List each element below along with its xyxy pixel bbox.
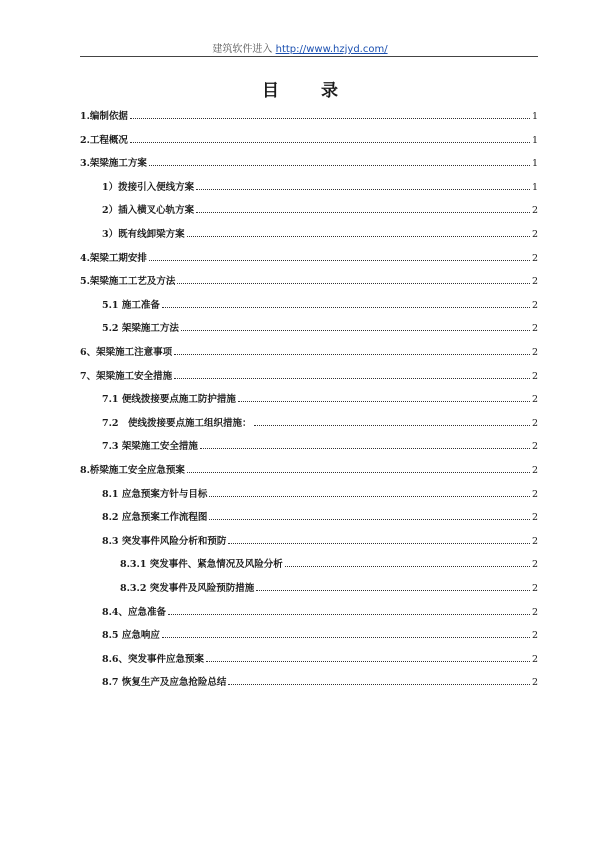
toc-entry-label: 8.桥梁施工安全应急预案: [80, 465, 185, 476]
toc-entry-label: 8.1 应急预案方针与目标: [102, 489, 208, 500]
toc-entry-label: 8.5 应急响应: [102, 630, 160, 641]
toc-entry[interactable]: [102, 316, 538, 334]
toc-entry-label: 7.2 使线拨接要点施工组织措施：: [102, 418, 252, 429]
toc-entry[interactable]: [102, 670, 538, 688]
toc-leader: [196, 212, 530, 213]
toc-entry-label: 1.编制依据: [80, 111, 128, 122]
toc-page-number: 2: [531, 677, 538, 688]
toc-entry[interactable]: [102, 647, 538, 665]
toc-page-number: 2: [531, 205, 538, 216]
toc-entry[interactable]: [80, 151, 538, 169]
toc-entry-label: 8.6、突发事件应急预案: [102, 654, 205, 665]
toc-entry[interactable]: [102, 600, 538, 618]
toc-entry-label: 2.工程概况: [80, 135, 128, 146]
toc-leader: [174, 354, 530, 355]
toc-page-number: 2: [531, 583, 538, 594]
toc-page-number: 2: [531, 276, 538, 287]
header-link[interactable]: http://www.hzjyd.com/: [275, 44, 388, 55]
toc-entry-label: 3.架梁施工方案: [80, 158, 147, 169]
toc-entry[interactable]: [102, 505, 538, 523]
toc-leader: [130, 118, 530, 119]
toc-entry[interactable]: [102, 623, 538, 641]
toc-entry-label: 8.4、应急准备: [102, 607, 167, 618]
toc-title: 目 录: [262, 81, 356, 101]
toc-entry-label: 7.1 便线拨接要点施工防护措施: [102, 394, 236, 405]
toc-leader: [200, 448, 530, 449]
toc-leader: [196, 189, 530, 190]
toc-leader: [285, 566, 530, 567]
toc-leader: [228, 684, 530, 685]
header-text: 建筑软件进入: [212, 44, 273, 55]
toc-page-number: 2: [531, 300, 538, 311]
toc-entry-label: 1）拨接引入便线方案: [102, 182, 195, 193]
toc-page-number: 2: [531, 559, 538, 570]
toc-page-number: 2: [531, 347, 538, 358]
toc-entry[interactable]: [80, 104, 538, 122]
toc-leader: [238, 401, 530, 402]
toc-leader: [254, 425, 530, 426]
toc-entry-label: 8.3.2 突发事件及风险预防措施: [120, 583, 255, 594]
toc-entry[interactable]: [102, 529, 538, 547]
toc-leader: [256, 590, 530, 591]
toc-entry-label: 2）插入横叉心轨方案: [102, 205, 195, 216]
toc-entry-label: 5.1 施工准备: [102, 300, 160, 311]
toc-page-number: 2: [531, 465, 538, 476]
toc-page-number: 1: [531, 111, 538, 122]
toc-entry-label: 7.3 架梁施工安全措施: [102, 441, 198, 452]
toc-leader: [187, 472, 530, 473]
toc-entry-label: 8.3.1 突发事件、紧急情况及风险分析: [120, 559, 283, 570]
toc-leader: [168, 614, 530, 615]
toc-entry[interactable]: [102, 434, 538, 452]
toc-leader: [130, 142, 530, 143]
toc-page-number: 2: [531, 607, 538, 618]
toc-entry-label: 8.3 突发事件风险分析和预防: [102, 536, 227, 547]
toc-leader: [228, 543, 530, 544]
toc-entry[interactable]: [102, 482, 538, 500]
toc-leader: [162, 637, 530, 638]
toc-leader: [209, 496, 530, 497]
toc-leader: [177, 283, 530, 284]
toc-entry[interactable]: [80, 246, 538, 264]
toc-page-number: 2: [531, 536, 538, 547]
toc-leader: [181, 330, 530, 331]
page-header: [0, 40, 600, 55]
toc-entry[interactable]: [102, 222, 538, 240]
toc-page-number: 2: [531, 323, 538, 334]
toc-entry[interactable]: [80, 269, 538, 287]
toc-page-number: 2: [531, 489, 538, 500]
toc-page-number: 2: [531, 512, 538, 523]
toc-entry[interactable]: [102, 387, 538, 405]
toc-entry[interactable]: [80, 458, 538, 476]
toc-entry[interactable]: [80, 340, 538, 358]
toc-leader: [206, 661, 530, 662]
toc-page-number: 1: [531, 182, 538, 193]
toc-leader: [187, 236, 530, 237]
toc-page-number: 2: [531, 371, 538, 382]
toc-leader: [149, 260, 530, 261]
toc-entry-label: 5.架梁施工工艺及方法: [80, 276, 176, 287]
toc-entry-label: 4.架梁工期安排: [80, 253, 147, 264]
toc-entry-label: 3）既有线卸梁方案: [102, 229, 185, 240]
toc-entry[interactable]: [120, 552, 538, 570]
toc-entry-label: 8.2 应急预案工作流程图: [102, 512, 208, 523]
toc-page-number: 2: [531, 630, 538, 641]
toc-leader: [209, 519, 530, 520]
toc-entry-label: 7、架梁施工安全措施: [80, 371, 173, 382]
toc-page-number: 1: [531, 158, 538, 169]
toc-entry[interactable]: [120, 576, 538, 594]
toc-entry[interactable]: [102, 293, 538, 311]
toc-page-number: 2: [531, 441, 538, 452]
toc-page-number: 2: [531, 418, 538, 429]
toc-entry[interactable]: [80, 128, 538, 146]
toc-entry[interactable]: [102, 175, 538, 193]
header-divider: [80, 56, 538, 57]
toc-entry[interactable]: [102, 198, 538, 216]
toc-page-number: 1: [531, 135, 538, 146]
toc-page-number: 2: [531, 253, 538, 264]
toc-leader: [149, 165, 530, 166]
toc-leader: [162, 307, 530, 308]
toc-entry-label: 6、架梁施工注意事项: [80, 347, 173, 358]
toc-entry-label: 8.7 恢复生产及应急抢险总结: [102, 677, 227, 688]
toc-entry[interactable]: [102, 411, 538, 429]
toc-leader: [174, 378, 530, 379]
toc-page-number: 2: [531, 229, 538, 240]
toc-entry[interactable]: [80, 364, 538, 382]
toc-page-number: 2: [531, 394, 538, 405]
toc-page-number: 2: [531, 654, 538, 665]
toc-entry-label: 5.2 架梁施工方法: [102, 323, 179, 334]
